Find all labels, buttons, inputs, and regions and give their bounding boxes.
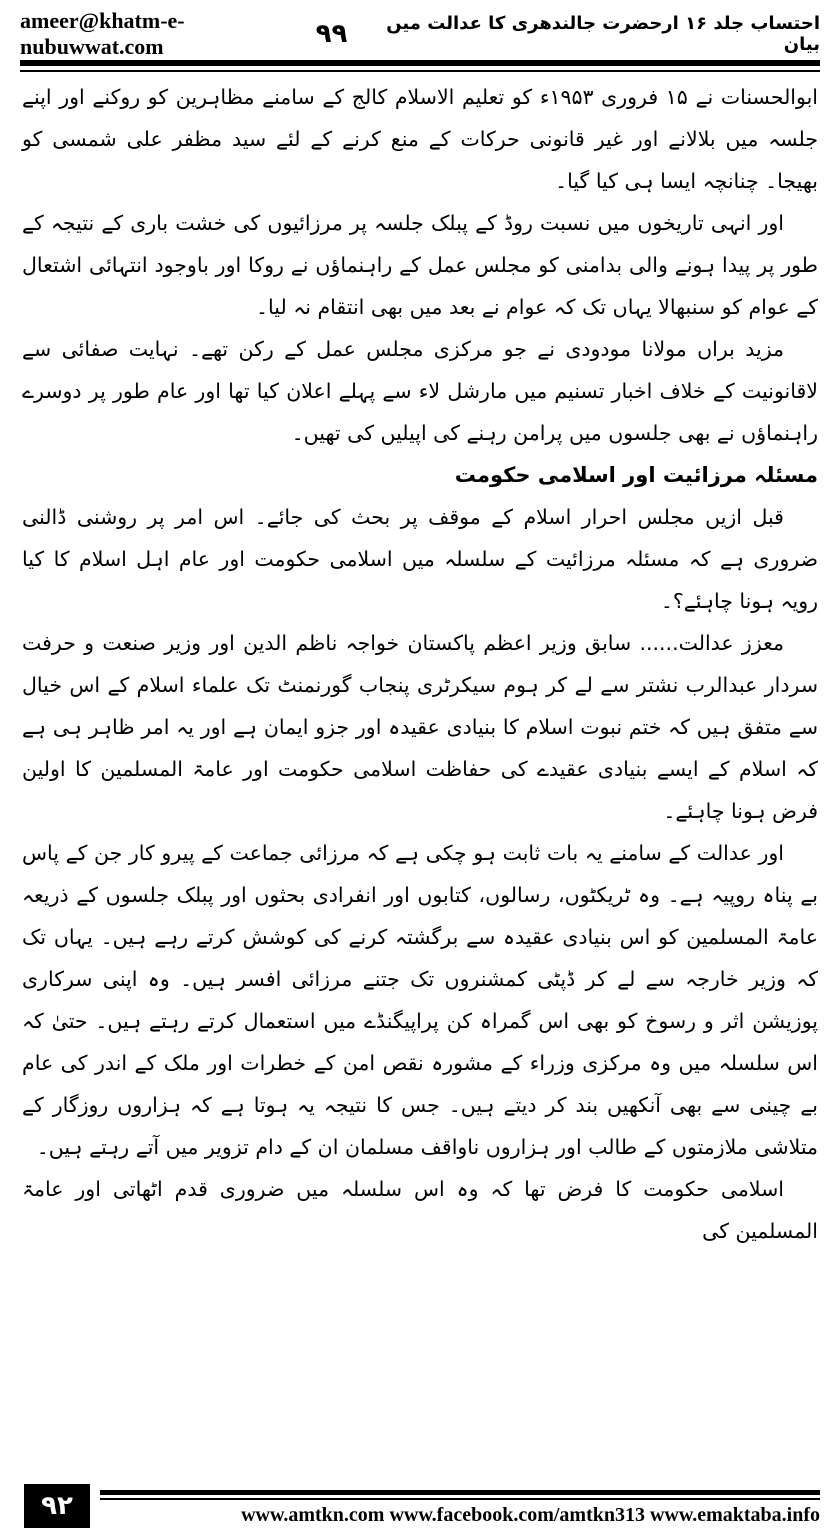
- page-footer: [0, 1474, 840, 1540]
- header-rule-thick: [20, 60, 820, 66]
- footer-rule-thick: [100, 1490, 820, 1495]
- paragraph: اسلامی حکومت کا فرض تھا کہ وہ اس سلسلہ میں ضروری قدم اٹھاتی اور عامۃ المسلمین کی: [22, 1177, 818, 1243]
- header-rule-thin: [20, 70, 820, 72]
- paragraph: قبل ازیں مجلس احرار اسلام کے موقف پر بحث کی جائے۔ اس امر پر روشنی ڈالنی ضروری ہے کہ مسئلہ مرزائیت کے سلسلہ میں اسلامی حکومت اور عام اہل اسلام کا کیا رویہ ہونا چاہئے؟۔: [22, 505, 818, 613]
- footer-rule-thin: [100, 1498, 820, 1500]
- paragraph: مزید براں مولانا مودودی نے جو مرکزی مجلس عمل کے رکن تھے۔ نہایت صفائی سے لاقانونیت کے خلاف اخبار تسنیم میں مارشل لاء سے پہلے اعلان کیا تھا اور عام طور پر دوسرے راہنماؤں نے بھی جلسوں میں پرامن رہنے کی اپیلیں کی تھیں۔: [22, 337, 818, 445]
- section-heading: مسئلہ مرزائیت اور اسلامی حکومت: [454, 463, 818, 487]
- header-email[interactable]: ameer@khatm-e-nubuwwat.com: [20, 8, 185, 59]
- footer-page-number: ۹۲: [24, 1484, 90, 1528]
- body-text: [22, 76, 818, 1252]
- header-right: [316, 13, 820, 55]
- paragraph: معزز عدالت...... سابق وزیر اعظم پاکستان خواجہ ناظم الدین اور وزیر صنعت و حرفت سردار عبدالرب نشتر سے لے کر ہوم سیکرٹری پنجاب گورنمنٹ تک علماء اسلام کے اس خیال سے متفق ہیں کہ ختم نبوت اسلام کا بنیادی عقیدہ اور جزو ایمان ہے اور یہ امر ظاہر ہی ہے کہ اسلام کے ایسے بنیادی عقیدے کی حفاظت اسلامی حکومت اور عامۃ المسلمین کا اولین فرض ہونا چاہئے۔: [22, 631, 818, 823]
- paragraph: ابوالحسنات نے ۱۵ فروری ۱۹۵۳ء کو تعلیم الاسلام کالج کے سامنے مظاہرین کو روکنے اور اپنے جلسہ میں بلالانے اور غیر قانونی حرکات کے منع کرنے کے لئے سید مظفر علی شمسی کو بھیجا۔ چنانچہ ایسا ہی کیا گیا۔: [22, 85, 818, 193]
- paragraph: اور انہی تاریخوں میں نسبت روڈ کے پبلک جلسہ پر مرزائیوں کی خشت باری کے نتیجہ کے طور پر پیدا ہونے والی بدامنی کو مجلس عمل کے راہنماؤں نے روکا اور باوجود انتہائی اشتعال کے عوام کو سنبھالا یہاں تک کہ عوام نے بعد میں بھی انتقام نہ لیا۔: [22, 211, 818, 319]
- footer-links[interactable]: www.amtkn.com www.facebook.com/amtkn313 www.emaktaba.info: [241, 1504, 820, 1526]
- header-page-number: ۹۹: [315, 19, 348, 49]
- page-header: [20, 8, 820, 59]
- running-title: احتساب جلد ۱۶ ارحضرت جالندھری کا عدالت میں بیان: [386, 13, 820, 55]
- paragraph: اور عدالت کے سامنے یہ بات ثابت ہو چکی ہے کہ مرزائی جماعت کے پیرو کار جن کے پاس بے پناہ روپیہ ہے۔ وہ ٹریکٹوں، رسالوں، کتابوں اور انفرادی بحثوں اور پبلک جلسوں کے ذریعہ عامۃ المسلمین کو اس بنیادی عقیدہ سے برگشتہ کرنے کی کوشش کرتے رہے ہیں۔ یہاں تک کہ وزیر خارجہ سے لے کر ڈپٹی کمشنروں تک جتنے مرزائی افسر ہیں۔ وہ اپنی سرکاری پوزیشن اثر و رسوخ کو بھی اس گمراہ کن پراپیگنڈے میں استعمال کرتے رہتے ہیں۔ حتیٰ کہ اس سلسلہ میں وہ مرکزی وزراء کے مشورہ نقص امن کے خطرات اور ملک کے اندر کی عام بے چینی سے بھی آنکھیں بند کر دیتے ہیں۔ جس کا نتیجہ یہ ہوتا ہے کہ ہزاروں روزگار کے متلاشی ملازمتوں کے طالب اور ہزاروں ناواقف مسلمان ان کے دام تزویر میں آتے رہتے ہیں۔: [22, 841, 818, 1159]
